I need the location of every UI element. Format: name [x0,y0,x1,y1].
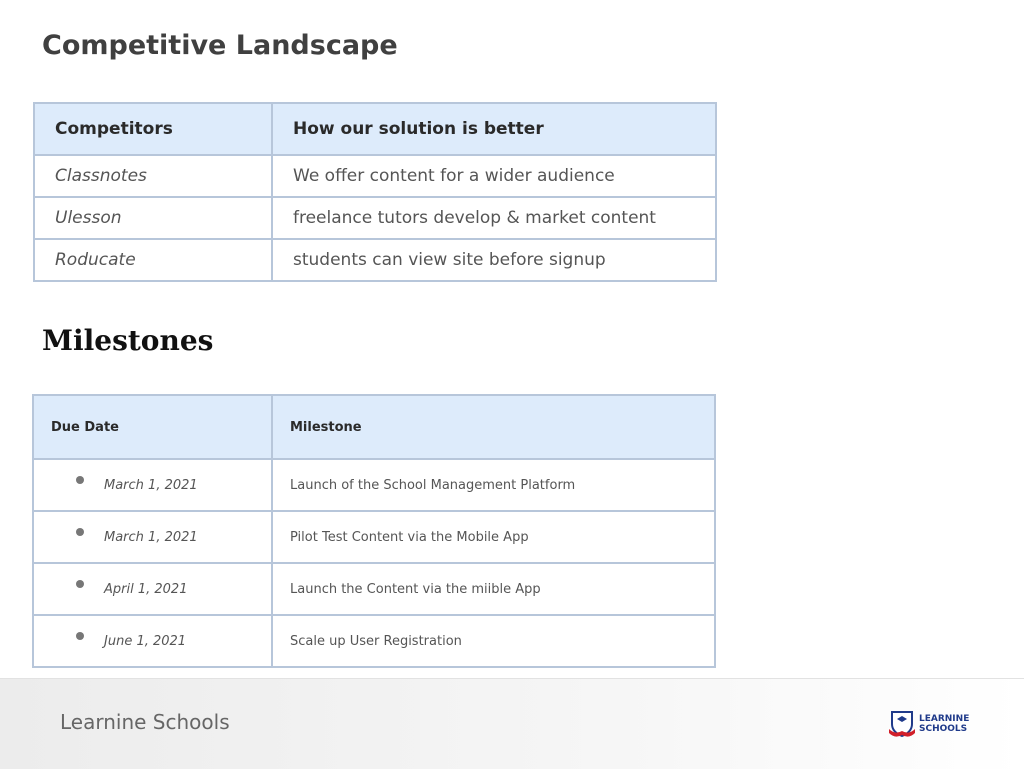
milestone-text: Launch the Content via the miible App [272,563,715,615]
shield-icon [888,709,916,739]
competitor-advantage: freelance tutors develop & market content [272,197,716,239]
due-date: March 1, 2021 [104,529,198,545]
column-header-advantage: How our solution is better [272,103,716,155]
footer [0,678,1024,769]
table-header-row [34,103,716,155]
school-logo [888,709,969,739]
due-date-cell [33,511,272,563]
column-header-milestone: Milestone [272,395,715,459]
logo-line-1: LEARNINE [919,714,970,724]
bullet-icon [76,580,84,588]
page-title: Competitive Landscape [42,30,398,61]
milestones-title: Milestones [42,324,214,357]
due-date-cell [33,563,272,615]
competitor-advantage: We offer content for a wider audience [272,155,716,197]
footer-text: Learnine Schools [60,710,230,734]
competitive-table [33,102,717,282]
table-row [33,615,715,667]
competitor-name: Ulesson [34,197,272,239]
table-row [34,239,716,281]
table-row [33,563,715,615]
table-row [34,197,716,239]
due-date-cell [33,615,272,667]
table-header-row [33,395,715,459]
table-row [33,511,715,563]
due-date: March 1, 2021 [104,477,198,493]
milestones-table [32,394,716,668]
logo-wordmark [919,714,969,734]
column-header-competitors: Competitors [34,103,272,155]
due-date: April 1, 2021 [104,581,188,597]
bullet-icon [76,632,84,640]
bullet-icon [76,476,84,484]
logo-line-2: SCHOOLS [919,724,968,734]
competitor-advantage: students can view site before signup [272,239,716,281]
milestone-text: Pilot Test Content via the Mobile App [272,511,715,563]
bullet-icon [76,528,84,536]
milestone-text: Scale up User Registration [272,615,715,667]
milestone-text: Launch of the School Management Platform [272,459,715,511]
due-date-cell [33,459,272,511]
table-row [34,155,716,197]
column-header-due-date: Due Date [33,395,272,459]
competitor-name: Roducate [34,239,272,281]
competitor-name: Classnotes [34,155,272,197]
due-date: June 1, 2021 [104,633,187,649]
table-row [33,459,715,511]
